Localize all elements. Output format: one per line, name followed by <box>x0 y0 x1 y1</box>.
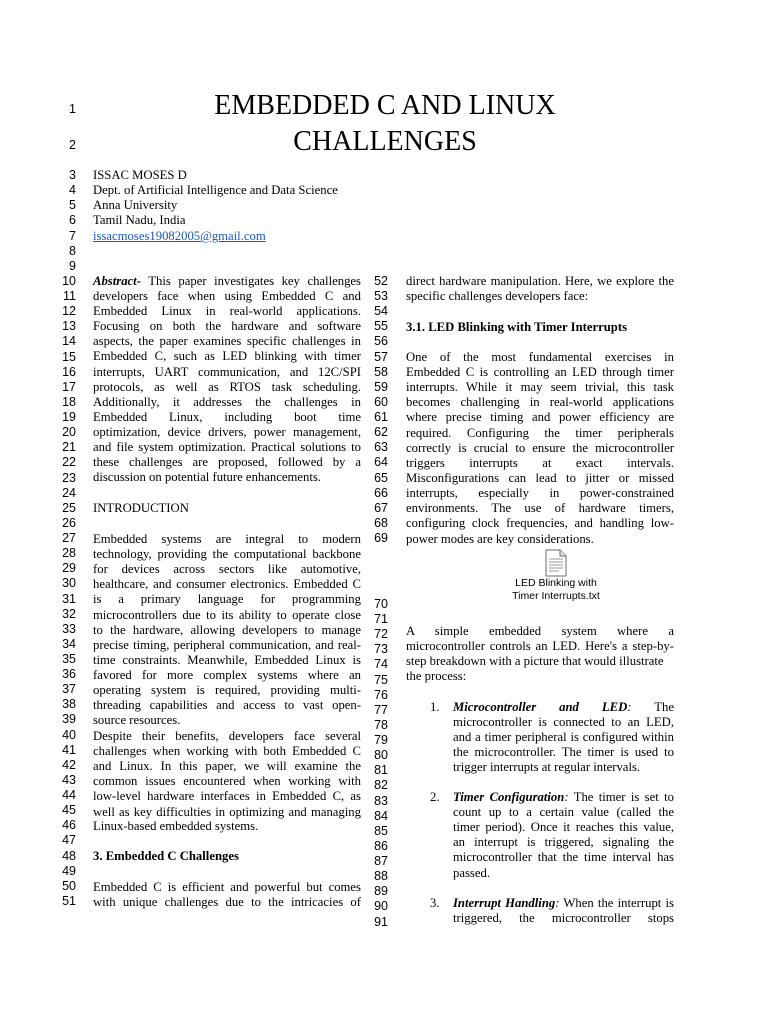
line-number: 13 <box>62 319 76 334</box>
section-3-1-line: Misconfigurations can lead to jitter or missed <box>406 470 674 485</box>
section-3-1-line: configuring clock frequencies, and handling low- <box>406 516 674 531</box>
line-number: 2 <box>69 138 76 152</box>
line-number: 62 <box>374 425 388 440</box>
line-number: 34 <box>62 636 76 651</box>
line-number: 73 <box>374 642 388 657</box>
abstract-label: Abstract- <box>93 274 141 288</box>
section-3-1-line: interrupts. While it may seem trivial, this task <box>406 380 674 395</box>
abstract-line: Embedded C, such as LED blinking with timer <box>93 349 361 364</box>
line-number: 84 <box>374 808 388 823</box>
line-number: 39 <box>62 712 76 727</box>
line-number: 4 <box>69 183 76 197</box>
intro-line: and Linux. In this paper, we will examine the <box>93 759 361 774</box>
line-number: 1 <box>69 102 76 116</box>
list-item-1-first-line: Microcontroller and LED: The <box>453 700 674 714</box>
abstract-line: Embedded Linux in real-world applications. <box>93 304 361 319</box>
author-name: ISSAC MOSES D <box>93 168 187 182</box>
line-number: 60 <box>374 394 388 409</box>
line-number: 7 <box>69 229 76 243</box>
section-3-1-line: One of the most fundamental exercises in <box>406 350 674 364</box>
list-item-1-last-line: trigger interrupts at regular intervals. <box>453 760 641 774</box>
line-number: 6 <box>69 213 76 227</box>
line-number: 57 <box>374 349 388 364</box>
line-number: 68 <box>374 515 388 530</box>
line-number: 38 <box>62 697 76 712</box>
line-number: 22 <box>62 455 76 470</box>
list-item-3-line: triggered, the microcontroller stops <box>453 911 674 925</box>
line-number: 50 <box>62 878 76 893</box>
intro-line: favored for more complex systems where an <box>93 668 361 683</box>
section-3-1-line: where precise timing and power efficiency are <box>406 410 674 425</box>
line-number: 82 <box>374 778 388 793</box>
abstract-first-line: Abstract- This paper investigates key challenges <box>93 274 361 288</box>
line-number: 18 <box>62 394 76 409</box>
section-3-1-heading: 3.1. LED Blinking with Timer Interrupts <box>406 320 628 334</box>
line-number: 21 <box>62 440 76 455</box>
line-number: 24 <box>62 485 76 500</box>
embedded-file-attachment[interactable] <box>476 549 636 603</box>
line-number: 20 <box>62 425 76 440</box>
section-3-1-line: becomes challenging in real-world applications <box>406 395 674 410</box>
author-location: Tamil Nadu, India <box>93 213 186 227</box>
section-3-1-line: interrupts, especially in power-constrained <box>406 486 674 501</box>
abstract-line: Embedded Linux, including boot time <box>93 409 361 424</box>
section-3-continued-line-1: direct hardware manipulation. Here, we explore the <box>406 274 674 288</box>
abstract-line: aspects, the paper examines specific challenges in <box>93 334 361 349</box>
line-number: 69 <box>374 531 388 546</box>
line-number: 46 <box>62 818 76 833</box>
section-3-1-last-line: power modes are key considerations. <box>406 532 594 546</box>
line-number: 70 <box>374 597 388 611</box>
line-number: 28 <box>62 546 76 561</box>
line-number: 72 <box>374 627 388 642</box>
abstract-line: optimization, device drivers, power management, <box>93 425 361 440</box>
section-3-1-line: environments. The use of hardware timers, <box>406 501 674 516</box>
line-number: 8 <box>69 244 76 258</box>
list-item-1-line: microcontroller is connected to an LED, <box>453 715 674 729</box>
line-number: 79 <box>374 733 388 748</box>
abstract-last-line: discussion on potential future enhancements. <box>93 470 321 484</box>
line-number: 59 <box>374 379 388 394</box>
line-number: 44 <box>62 788 76 803</box>
abstract-line: Additionally, it addresses the challenges in <box>93 394 361 409</box>
line-number: 41 <box>62 742 76 757</box>
line-number: 37 <box>62 682 76 697</box>
list-number: 1. <box>430 700 440 714</box>
line-number: 87 <box>374 854 388 869</box>
list-item-1-line: the microcontroller. The timer is used to <box>453 745 674 759</box>
line-number: 58 <box>374 364 388 379</box>
introduction-heading: INTRODUCTION <box>93 501 189 515</box>
line-number: 91 <box>374 914 388 929</box>
line-number: 3 <box>69 168 76 182</box>
line-number: 47 <box>62 833 76 848</box>
intro-line: microcontrollers due to its ability to operate close <box>93 607 361 622</box>
list-number: 2. <box>430 790 440 804</box>
line-number: 51 <box>62 893 76 908</box>
list-item-1-line: and a timer peripheral is configured within <box>453 730 674 744</box>
line-number: 71 <box>374 612 388 627</box>
section-3-line-1: Embedded C is efficient and powerful but comes <box>93 880 361 894</box>
line-number: 63 <box>374 440 388 455</box>
system-paragraph-line-1: A simple embedded system where a <box>406 624 674 638</box>
intro-line: technology, providing the computational backbone <box>93 547 361 562</box>
section-3-line-2: with unique challenges due to the intricacies of <box>93 895 361 909</box>
line-number: 78 <box>374 717 388 732</box>
line-number: 36 <box>62 667 76 682</box>
line-number: 66 <box>374 485 388 500</box>
line-number: 56 <box>374 334 388 349</box>
line-number: 5 <box>69 198 76 212</box>
line-number: 19 <box>62 410 76 425</box>
abstract-line: these challenges are proposed, followed by a <box>93 455 361 470</box>
attachment-label-line-1: LED Blinking with <box>515 577 597 589</box>
list-item-2-last-line: passed. <box>453 866 490 880</box>
list-item-2-line: count up to a certain value (called the <box>453 805 674 819</box>
line-number: 12 <box>62 304 76 319</box>
intro-line: challenges when working with both Embedded C <box>93 744 361 759</box>
line-number: 11 <box>63 289 76 304</box>
intro-line: is a primary language for programming <box>93 592 361 607</box>
system-paragraph-line-2: microcontroller controls an LED. Here's a step-by- <box>406 639 674 653</box>
section-3-1-line: correctly is crucial to ensure the microcontroller <box>406 440 674 455</box>
document-icon <box>544 549 568 577</box>
author-department: Dept. of Artificial Intelligence and Data Science <box>93 183 338 197</box>
line-number: 45 <box>62 803 76 818</box>
line-number: 23 <box>62 470 76 485</box>
line-number: 67 <box>374 500 388 515</box>
author-email-link[interactable]: issacmoses19082005@gmail.com <box>93 229 266 243</box>
paper-title-line-2: CHALLENGES <box>293 126 477 157</box>
intro-line: operating system is required, providing multi- <box>93 683 361 698</box>
abstract-line: protocols, as well as RTOS task scheduling. <box>93 379 361 394</box>
line-number: 76 <box>374 687 388 702</box>
line-number: 85 <box>374 823 388 838</box>
line-number: 86 <box>374 838 388 853</box>
list-item-2-line: an interrupt is triggered, signaling the <box>453 835 674 849</box>
line-number: 53 <box>374 289 388 304</box>
line-number: 35 <box>62 652 76 666</box>
line-number: 55 <box>374 319 388 334</box>
attachment-label-line-2: Timer Interrupts.txt <box>512 590 600 602</box>
intro-line: Embedded systems are integral to modern <box>93 532 361 546</box>
line-number: 90 <box>374 899 388 914</box>
line-number: 29 <box>62 561 76 576</box>
intro-line: well as key difficulties in optimizing and managing <box>93 804 361 819</box>
line-number: 81 <box>374 763 388 778</box>
section-3-1-line: triggers interrupts at exact intervals. <box>406 455 674 470</box>
line-number: 43 <box>62 772 76 787</box>
line-number: 27 <box>62 531 76 546</box>
intro-p2-last-line: Linux-based embedded systems. <box>93 819 259 833</box>
abstract-line: and file system optimization. Practical solutions to <box>93 440 361 455</box>
line-number: 61 <box>374 410 388 425</box>
list-item-2-line: microcontroller that the time interval has <box>453 850 674 864</box>
intro-line: to the hardware, allowing developers to manage <box>93 622 361 637</box>
system-paragraph-line-4: the process: <box>406 669 467 683</box>
line-number: 9 <box>69 259 76 273</box>
paper-title-line-1: EMBEDDED C AND LINUX <box>214 90 556 121</box>
line-number: 17 <box>62 379 76 394</box>
section-3-1-line: required. Configuring the timer peripherals <box>406 425 674 440</box>
line-number: 32 <box>62 606 76 621</box>
system-paragraph-line-3: step breakdown with a picture that would illustrate <box>406 654 664 668</box>
line-number: 42 <box>62 757 76 772</box>
line-number: 16 <box>62 364 76 379</box>
section-3-heading: 3. Embedded C Challenges <box>93 849 239 863</box>
line-number: 48 <box>62 848 76 863</box>
abstract-line: Focusing on both the hardware and software <box>93 319 361 334</box>
intro-p1-last-line: source resources. <box>93 713 181 727</box>
list-number: 3. <box>430 896 440 910</box>
line-number: 25 <box>62 500 76 515</box>
line-number: 88 <box>374 869 388 884</box>
line-number: 52 <box>374 274 388 288</box>
list-item-3-first-line: Interrupt Handling: When the interrupt is <box>453 896 674 910</box>
line-number: 49 <box>62 863 76 878</box>
intro-line: Despite their benefits, developers face several <box>93 729 361 743</box>
intro-line: low-level hardware interfaces in Embedded C, as <box>93 789 361 804</box>
line-number: 64 <box>374 455 388 470</box>
author-university: Anna University <box>93 198 178 212</box>
line-number: 33 <box>62 621 76 636</box>
line-number: 77 <box>374 702 388 717</box>
section-3-continued-line-2: specific challenges developers face: <box>406 289 589 303</box>
line-number: 30 <box>62 576 76 591</box>
list-item-2-line: timer period). Once it reaches this value, <box>453 820 674 834</box>
intro-line: time constraints. Meanwhile, Embedded Linux is <box>93 652 361 667</box>
line-number: 80 <box>374 748 388 763</box>
line-number: 54 <box>374 304 388 319</box>
line-number: 31 <box>62 591 76 606</box>
line-number: 83 <box>374 793 388 808</box>
line-number: 26 <box>62 515 76 530</box>
line-number: 75 <box>374 672 388 687</box>
line-number: 40 <box>62 727 76 742</box>
intro-line: threading capabilities and access to vast open- <box>93 698 361 713</box>
section-3-1-line: Embedded C is controlling an LED through timer <box>406 365 674 380</box>
intro-line: common issues encountered when working with <box>93 774 361 789</box>
list-item-2-first-line: Timer Configuration: The timer is set to <box>453 790 674 804</box>
line-number: 15 <box>62 349 76 364</box>
intro-line: healthcare, and consumer electronics. Embedded C <box>93 577 361 592</box>
intro-line: for devices across sectors like automotive, <box>93 562 361 577</box>
line-number: 10 <box>62 274 76 288</box>
line-number: 14 <box>62 334 76 349</box>
intro-line: precise timing, peripheral communication, and real- <box>93 637 361 652</box>
abstract-line: developers face when using Embedded C and <box>93 289 361 303</box>
line-number: 65 <box>374 470 388 485</box>
line-number: 74 <box>374 657 388 672</box>
line-number: 89 <box>374 884 388 899</box>
abstract-line: interrupts, UART communication, and 12C/SPI <box>93 364 361 379</box>
